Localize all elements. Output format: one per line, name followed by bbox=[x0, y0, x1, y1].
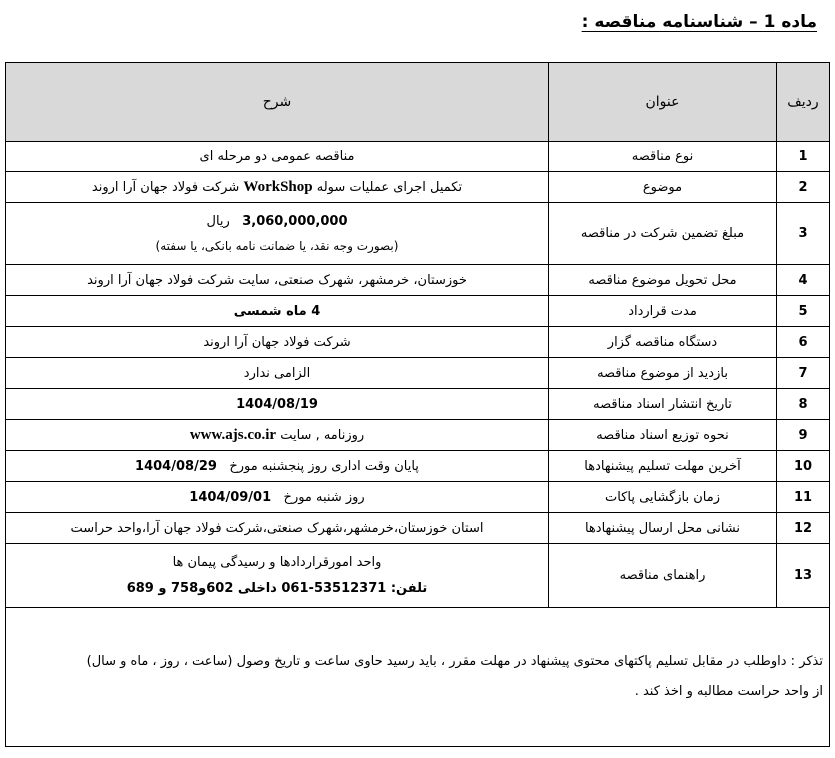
row-title: مبلغ تضمین شرکت در مناقصه bbox=[549, 203, 777, 265]
row-number: 13 bbox=[777, 544, 830, 608]
row-number: 4 bbox=[777, 265, 830, 296]
row-description: مناقصه عمومی دو مرحله ای bbox=[6, 142, 549, 172]
row-title: نشانی محل ارسال پیشنهادها bbox=[549, 513, 777, 544]
row-number: 2 bbox=[777, 172, 830, 203]
row-number: 3 bbox=[777, 203, 830, 265]
table-header-row bbox=[6, 63, 830, 142]
row-title: نوع مناقصه bbox=[549, 142, 777, 172]
row-description: استان خوزستان،خرمشهر،شهرک صنعتی،شرکت فولاد جهان آرا،واحد حراست bbox=[6, 513, 549, 544]
row-description: خوزستان، خرمشهر، شهرک صنعتی، سایت شرکت فولاد جهان آرا اروند bbox=[6, 265, 549, 296]
header-description: شرح bbox=[6, 63, 549, 142]
header-row-no: ردیف bbox=[777, 63, 830, 142]
notes-cell bbox=[6, 608, 830, 747]
table-row bbox=[6, 142, 830, 172]
row-title: راهنمای مناقصه bbox=[549, 544, 777, 608]
notes-row bbox=[6, 608, 830, 747]
table-row bbox=[6, 451, 830, 482]
row-title: محل تحویل موضوع مناقصه bbox=[549, 265, 777, 296]
opening-text: روز شنبه مورخ bbox=[283, 489, 365, 505]
table-row bbox=[6, 513, 830, 544]
row-number: 5 bbox=[777, 296, 830, 327]
row-description: 4 ماه شمسی bbox=[6, 296, 549, 327]
row-number: 8 bbox=[777, 389, 830, 420]
table-row bbox=[6, 544, 830, 608]
row-description: شرکت فولاد جهان آرا اروند bbox=[6, 327, 549, 358]
row-title: زمان بازگشایی پاکات bbox=[549, 482, 777, 513]
row-number: 12 bbox=[777, 513, 830, 544]
row-title: بازدید از موضوع مناقصه bbox=[549, 358, 777, 389]
row-title: دستگاه مناقصه گزار bbox=[549, 327, 777, 358]
table-row bbox=[6, 172, 830, 203]
subject-text-pre: تکمیل اجرای عملیات سوله bbox=[316, 179, 463, 195]
distribution-text: روزنامه , سایت bbox=[280, 427, 365, 443]
header-title: عنوان bbox=[549, 63, 777, 142]
row-description bbox=[6, 420, 549, 451]
row-description bbox=[6, 172, 549, 203]
tender-info-table bbox=[5, 62, 830, 747]
row-title: آخرین مهلت تسلیم پیشنهادها bbox=[549, 451, 777, 482]
guarantee-currency: ریال bbox=[206, 213, 230, 229]
guarantee-note: (بصورت وجه نقد، یا ضمانت نامه بانکی، یا سفته) bbox=[155, 238, 399, 253]
subject-text-latin: WorkShop bbox=[243, 178, 313, 195]
row-description bbox=[6, 451, 549, 482]
row-title: موضوع bbox=[549, 172, 777, 203]
table-row bbox=[6, 203, 830, 265]
guarantee-amount: 3,060,000,000 bbox=[242, 213, 348, 229]
table-row bbox=[6, 358, 830, 389]
row-description: 1404/08/19 bbox=[6, 389, 549, 420]
subject-text-post: شرکت فولاد جهان آرا اروند bbox=[91, 179, 240, 195]
note-line-1: تذکر : داوطلب در مقابل تسلیم پاکتهای محتوی پیشنهاد در مهلت مقرر ، باید رسید حاوی ساعت و تاریخ وصول (ساعت ، روز ، ماه و سال) bbox=[86, 654, 823, 669]
table-row bbox=[6, 327, 830, 358]
guide-phone: تلفن: 53512371-061 داخلی 602و758 و 689 bbox=[126, 580, 428, 596]
deadline-date: 1404/08/29 bbox=[135, 458, 217, 474]
row-number: 9 bbox=[777, 420, 830, 451]
row-number: 1 bbox=[777, 142, 830, 172]
row-title: مدت قرارداد bbox=[549, 296, 777, 327]
row-title: تاریخ انتشار اسناد مناقصه bbox=[549, 389, 777, 420]
table-row bbox=[6, 265, 830, 296]
note-line-2: از واحد حراست مطالبه و اخذ کند . bbox=[634, 684, 823, 699]
opening-date: 1404/09/01 bbox=[189, 489, 272, 505]
row-description bbox=[6, 203, 549, 265]
row-number: 7 bbox=[777, 358, 830, 389]
row-description bbox=[6, 482, 549, 513]
row-description: الزامی ندارد bbox=[6, 358, 549, 389]
table-row bbox=[6, 420, 830, 451]
guide-unit: واحد امورقراردادها و رسیدگی پیمان ها bbox=[172, 554, 382, 570]
deadline-text: پایان وقت اداری روز پنجشنبه مورخ bbox=[229, 458, 419, 474]
row-description bbox=[6, 544, 549, 608]
row-number: 6 bbox=[777, 327, 830, 358]
row-number: 11 bbox=[777, 482, 830, 513]
table-row bbox=[6, 482, 830, 513]
table-row bbox=[6, 296, 830, 327]
website-link: www.ajs.co.ir bbox=[189, 426, 277, 443]
section-heading: ماده 1 – شناسنامه مناقصه : bbox=[581, 12, 817, 32]
row-title: نحوه توزیع اسناد مناقصه bbox=[549, 420, 777, 451]
row-number: 10 bbox=[777, 451, 830, 482]
table-row bbox=[6, 389, 830, 420]
